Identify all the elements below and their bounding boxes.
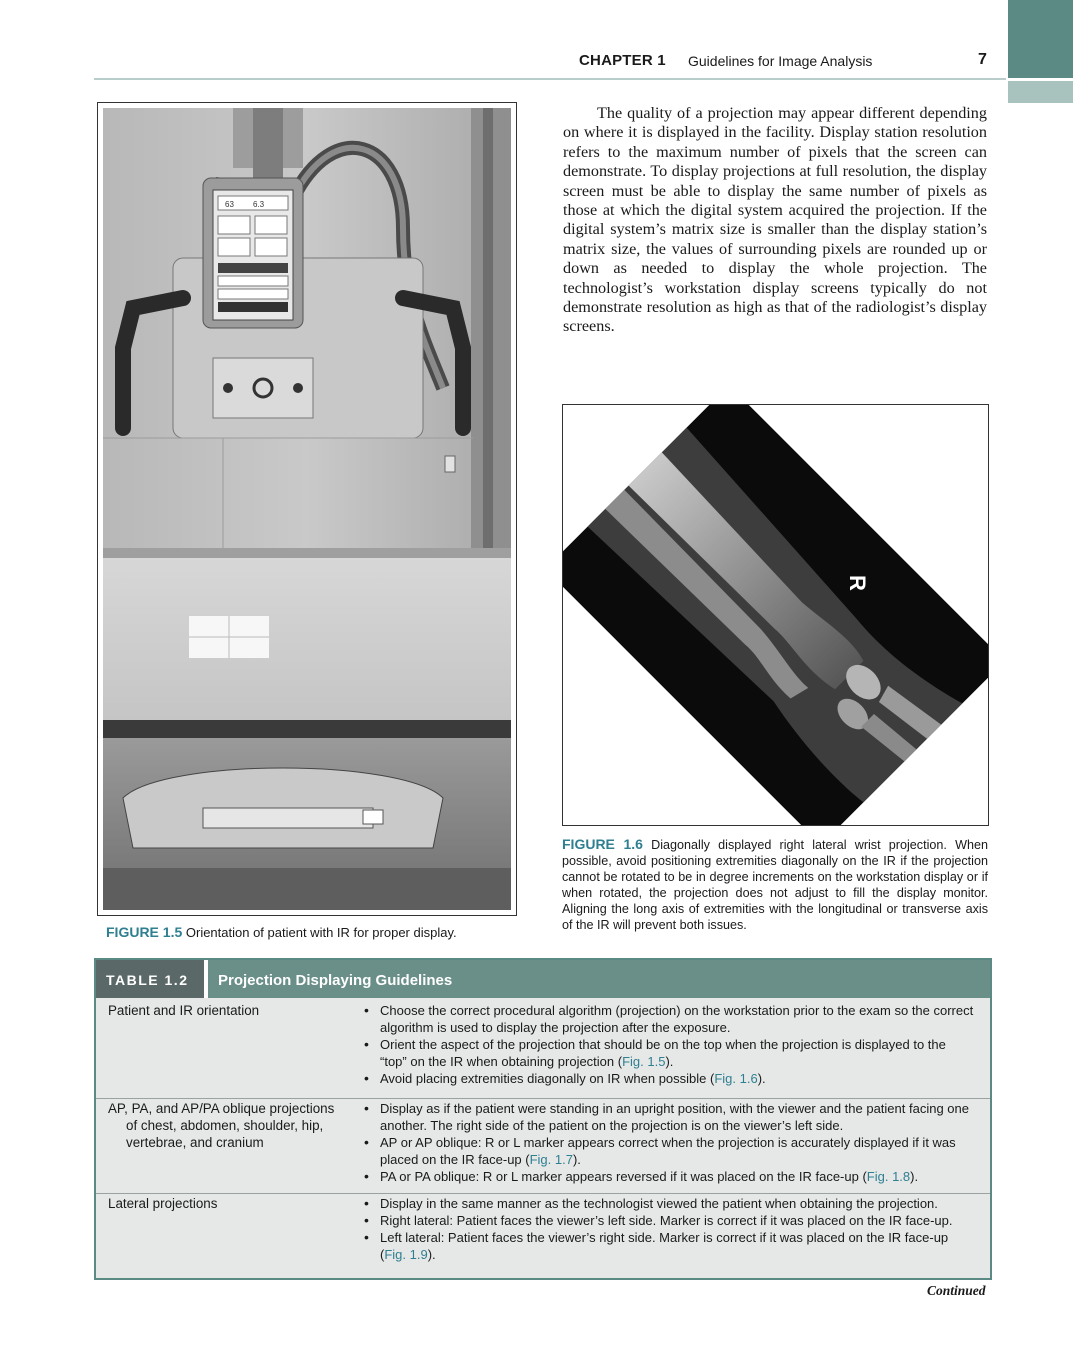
figure-1-5-caption (106, 924, 457, 940)
figure-1-5 (97, 102, 517, 916)
page-number: 7 (978, 51, 987, 68)
bullet-text-end: ). (910, 1169, 919, 1184)
table-header-divider (204, 960, 208, 998)
row-label: Patient and IR orientation (108, 1003, 260, 1018)
bullet-item: • Display in the same manner as the technologist viewed the patient when obtaining the projection. (364, 1195, 976, 1212)
figure-1-6-number: FIGURE 1.6 (562, 836, 643, 852)
wrist-xray-image (563, 405, 988, 825)
panel-value-1: 63 (225, 200, 234, 209)
panel-value-2: 6.3 (253, 200, 265, 209)
header-rule (94, 78, 1006, 80)
row-label-line: AP, PA, and AP/PA oblique projections (108, 1101, 335, 1116)
table-row (96, 998, 990, 1098)
bullet-text: Left lateral: Patient faces the viewer’s right side. Marker is correct if it was placed on the IR face-up ( (380, 1230, 949, 1262)
bullet-item: • Display as if the patient were standing in an upright position, with the viewer and the patient facing one another. The right side of the patient on the projection is on the viewer’s left side. (364, 1100, 976, 1134)
figure-1-6-text: Diagonally displayed right lateral wrist projection. When possible, avoid positioning extremities diagonally on the IR if the projection cannot be rotated to be in degree increments on the workstation display or if when rotated, the projection does not adjust to fill the display monitor. Aligning the long axis of extremities with the longitudinal or transverse axis of the IR will prevent both issues. (562, 838, 988, 932)
row-bullets (364, 1002, 976, 1087)
table-label-box (96, 960, 204, 998)
bullet-text: PA or PA oblique: R or L marker appears reversed if it was placed on the IR face-up ( (380, 1169, 867, 1184)
chapter-tab (1008, 0, 1073, 78)
figure-reference-link[interactable]: Fig. 1.8 (866, 1169, 911, 1184)
bullet-item: • Choose the correct procedural algorithm (projection) on the workstation prior to the exam so the correct algorithm is used to display the projection after the exposure. (364, 1002, 976, 1036)
figure-1-6 (562, 404, 989, 826)
table-label: TABLE 1.2 (106, 972, 189, 988)
table-header (96, 960, 990, 998)
figure-reference-link[interactable]: Fig. 1.7 (529, 1152, 573, 1167)
bullet-item: • Right lateral: Patient faces the viewer’s left side. Marker is correct if it was placed on the IR face-up. (364, 1212, 976, 1229)
chapter-tab-accent (1008, 81, 1073, 103)
row-label (108, 1100, 334, 1151)
table-row (96, 1194, 990, 1276)
running-title: Guidelines for Image Analysis (688, 53, 873, 69)
figure-1-5-text: Orientation of patient with IR for proper display. (185, 925, 457, 940)
side-marker-r: R (845, 575, 870, 591)
figure-reference-link[interactable]: Fig. 1.9 (384, 1247, 428, 1262)
bullet-text-end: ). (665, 1054, 674, 1069)
bullet-text-end: ). (427, 1247, 436, 1262)
table-title: Projection Displaying Guidelines (218, 972, 453, 989)
chapter-label: CHAPTER 1 (579, 52, 666, 69)
figure-reference-link[interactable]: Fig. 1.5 (622, 1054, 666, 1069)
bullet-text-end: ). (572, 1152, 581, 1167)
table-1-2 (94, 958, 992, 1280)
row-bullets (364, 1100, 976, 1185)
figure-1-6-caption (562, 836, 988, 933)
row-label-line: vertebrae, and cranium (126, 1135, 264, 1150)
row-label-line: of chest, abdomen, shoulder, hip, (126, 1118, 324, 1133)
xray-room-photo (103, 108, 511, 910)
bullet-item (364, 1134, 976, 1168)
bullet-item (364, 1168, 976, 1185)
bullet-text: AP or AP oblique: R or L marker appears correct when the projection is accurately displayed if it was placed on the IR face-up ( (380, 1135, 956, 1167)
figure-reference-link[interactable]: Fig. 1.6 (714, 1071, 758, 1086)
table-row (96, 1099, 990, 1194)
bullet-text: Orient the aspect of the projection that should be on the top when the projection is displayed to the “top” on the IR when obtaining projection ( (380, 1037, 946, 1069)
continued-note: Continued (927, 1283, 986, 1298)
row-bullets (364, 1195, 976, 1263)
body-paragraph: The quality of a projection may appear different depending on where it is displayed in the facility. Display station resolution refers to the maximum number of pixels that the screen can demonstrate. To display projections at full resolution, the display screen must be able to display the same number of pixels as those at which the digital system acquired the projection. If the digital system’s matrix size is smaller than the display station’s matrix size, the values of surrounding pixels are rounded up or down as needed to display the whole projection. The technologist’s workstation display screens typically do not demonstrate resolution as high as that of the radiologist’s display screens. (563, 104, 987, 336)
bullet-text: Avoid placing extremities diagonally on IR when possible ( (380, 1071, 715, 1086)
bullet-item (364, 1229, 976, 1263)
row-label: Lateral projections (108, 1196, 218, 1211)
bullet-item (364, 1070, 976, 1087)
figure-1-5-number: FIGURE 1.5 (106, 924, 183, 940)
bullet-item (364, 1036, 976, 1070)
bullet-text-end: ). (757, 1071, 766, 1086)
